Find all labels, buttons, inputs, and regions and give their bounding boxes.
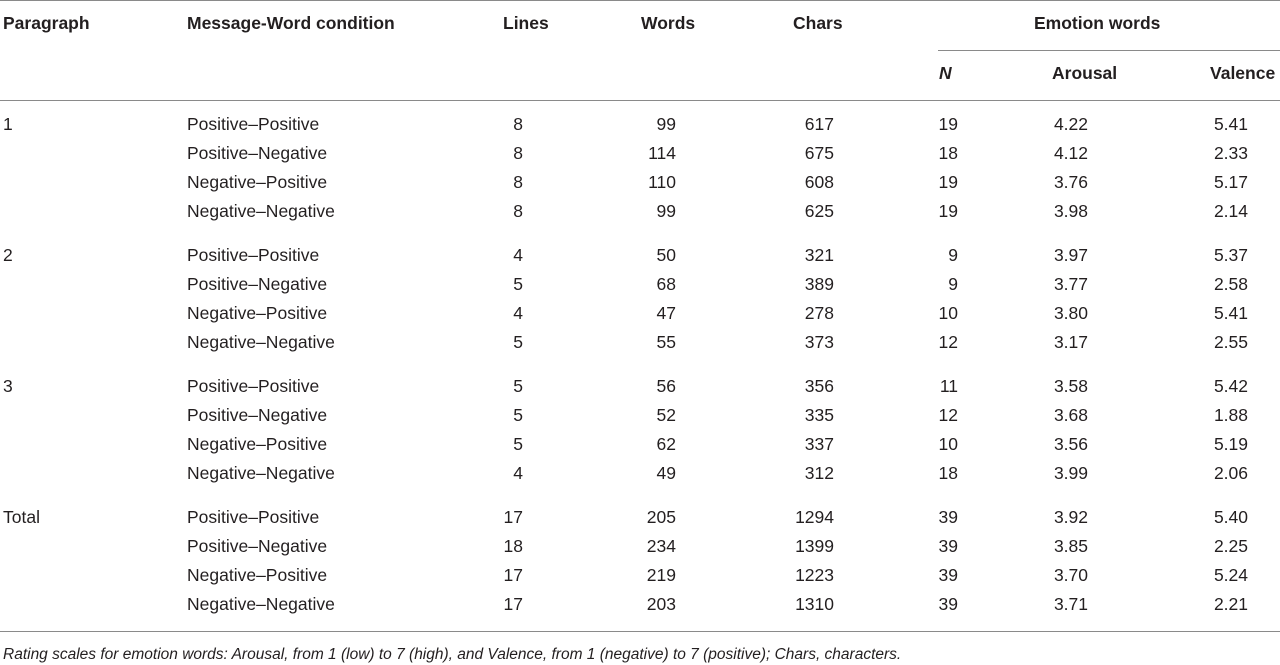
cell-chars: 278	[804, 303, 834, 323]
cell-n: 19	[938, 114, 958, 134]
cell-n: 12	[938, 332, 958, 352]
emotion-words-span-rule	[938, 50, 1280, 51]
cell-arousal: 3.99	[1053, 463, 1088, 483]
cell-chars: 608	[804, 172, 834, 192]
cell-valence: 5.19	[1213, 434, 1248, 454]
cell-valence: 5.42	[1213, 376, 1248, 396]
cell-arousal: 3.77	[1053, 274, 1088, 294]
cell-lines: 8	[513, 114, 523, 134]
cell-chars: 356	[804, 376, 834, 396]
cell-condition: Negative–Positive	[187, 565, 328, 585]
cell-n: 9	[948, 245, 958, 265]
cell-arousal: 3.85	[1053, 536, 1088, 556]
cell-lines: 4	[513, 303, 523, 323]
cell-valence: 5.41	[1213, 114, 1248, 134]
cell-n: 39	[938, 594, 958, 614]
cell-condition: Negative–Positive	[187, 172, 328, 192]
cell-arousal: 3.71	[1053, 594, 1088, 614]
cell-valence: 5.41	[1213, 303, 1248, 323]
cell-paragraph: 3	[3, 376, 13, 396]
cell-n: 9	[948, 274, 958, 294]
cell-n: 18	[938, 463, 958, 483]
header-lines: Lines	[503, 13, 549, 33]
cell-arousal: 3.97	[1053, 245, 1088, 265]
cell-valence: 2.55	[1213, 332, 1248, 352]
cell-words: 203	[646, 594, 676, 614]
cell-words: 47	[656, 303, 676, 323]
table-top-rule	[0, 0, 1280, 1]
cell-chars: 321	[804, 245, 834, 265]
header-valence: Valence	[1210, 63, 1276, 83]
cell-valence: 2.25	[1213, 536, 1248, 556]
cell-valence: 2.33	[1213, 143, 1248, 163]
cell-condition: Positive–Positive	[187, 507, 320, 527]
cell-lines: 4	[513, 463, 523, 483]
header-condition: Message-Word condition	[187, 13, 395, 33]
cell-paragraph: 1	[3, 114, 13, 134]
cell-n: 39	[938, 565, 958, 585]
cell-n: 11	[939, 376, 958, 396]
cell-lines: 17	[503, 594, 523, 614]
cell-chars: 675	[804, 143, 834, 163]
cell-lines: 5	[513, 274, 523, 294]
cell-n: 39	[938, 536, 958, 556]
cell-words: 110	[648, 172, 676, 192]
cell-valence: 5.37	[1213, 245, 1248, 265]
cell-condition: Positive–Negative	[187, 143, 328, 163]
table-bottom-rule	[0, 631, 1280, 632]
cell-arousal: 3.56	[1053, 434, 1088, 454]
cell-condition: Negative–Negative	[187, 332, 335, 352]
cell-lines: 5	[513, 405, 523, 425]
cell-chars: 1223	[795, 565, 834, 585]
cell-words: 68	[656, 274, 676, 294]
cell-valence: 2.14	[1213, 201, 1248, 221]
cell-condition: Positive–Positive	[187, 376, 320, 396]
cell-arousal: 3.76	[1053, 172, 1088, 192]
cell-chars: 1294	[795, 507, 834, 527]
header-emotion-words: Emotion words	[1034, 13, 1161, 33]
cell-condition: Positive–Positive	[187, 114, 320, 134]
cell-lines: 17	[503, 507, 523, 527]
cell-n: 10	[938, 303, 958, 323]
header-bottom-rule	[0, 100, 1280, 101]
cell-condition: Negative–Negative	[187, 201, 335, 221]
cell-valence: 2.06	[1213, 463, 1248, 483]
cell-lines: 8	[513, 143, 523, 163]
cell-chars: 337	[804, 434, 834, 454]
cell-condition: Negative–Positive	[187, 434, 328, 454]
cell-arousal: 3.17	[1053, 332, 1088, 352]
cell-valence: 2.21	[1213, 594, 1248, 614]
cell-n: 19	[938, 172, 958, 192]
header-words: Words	[641, 13, 696, 33]
cell-lines: 17	[503, 565, 523, 585]
cell-lines: 5	[513, 434, 523, 454]
cell-words: 55	[656, 332, 676, 352]
cell-condition: Positive–Negative	[187, 274, 328, 294]
cell-words: 62	[656, 434, 676, 454]
cell-chars: 373	[804, 332, 834, 352]
cell-arousal: 3.58	[1053, 376, 1088, 396]
cell-words: 49	[656, 463, 676, 483]
cell-n: 18	[938, 143, 958, 163]
cell-words: 99	[656, 114, 676, 134]
cell-n: 12	[938, 405, 958, 425]
cell-valence: 5.40	[1213, 507, 1248, 527]
cell-chars: 625	[804, 201, 834, 221]
cell-condition: Positive–Positive	[187, 245, 320, 265]
cell-words: 114	[648, 143, 676, 163]
cell-arousal: 3.98	[1053, 201, 1088, 221]
cell-words: 52	[656, 405, 676, 425]
cell-condition: Negative–Negative	[187, 594, 335, 614]
header-paragraph: Paragraph	[3, 13, 90, 33]
cell-arousal: 3.68	[1053, 405, 1088, 425]
cell-n: 39	[938, 507, 958, 527]
cell-valence: 2.58	[1213, 274, 1248, 294]
cell-lines: 18	[503, 536, 523, 556]
cell-condition: Positive–Negative	[187, 405, 328, 425]
cell-words: 50	[656, 245, 676, 265]
cell-chars: 389	[804, 274, 834, 294]
cell-n: 10	[938, 434, 958, 454]
cell-arousal: 3.70	[1053, 565, 1088, 585]
cell-lines: 8	[513, 172, 523, 192]
cell-arousal: 3.92	[1053, 507, 1088, 527]
cell-paragraph: Total	[3, 507, 40, 527]
cell-valence: 1.88	[1213, 405, 1248, 425]
cell-arousal: 3.80	[1053, 303, 1088, 323]
cell-valence: 5.17	[1213, 172, 1248, 192]
cell-arousal: 4.12	[1053, 143, 1088, 163]
cell-words: 56	[656, 376, 676, 396]
cell-chars: 617	[804, 114, 834, 134]
cell-words: 234	[646, 536, 676, 556]
cell-chars: 335	[804, 405, 834, 425]
cell-condition: Negative–Positive	[187, 303, 328, 323]
cell-paragraph: 2	[3, 245, 13, 265]
cell-lines: 5	[513, 376, 523, 396]
cell-arousal: 4.22	[1053, 114, 1088, 134]
cell-n: 19	[938, 201, 958, 221]
cell-lines: 8	[513, 201, 523, 221]
header-arousal: Arousal	[1052, 63, 1118, 83]
cell-chars: 312	[804, 463, 834, 483]
cell-chars: 1399	[795, 536, 834, 556]
cell-valence: 5.24	[1213, 565, 1248, 585]
cell-words: 205	[646, 507, 676, 527]
cell-lines: 4	[513, 245, 523, 265]
header-chars: Chars	[793, 13, 843, 33]
cell-lines: 5	[513, 332, 523, 352]
cell-condition: Negative–Negative	[187, 463, 335, 483]
table-footnote: Rating scales for emotion words: Arousal, from 1 (low) to 7 (high), and Valence, from 1 (negative) to 7 (positive); Chars, characters.	[3, 646, 902, 663]
header-n: N	[939, 63, 952, 83]
cell-condition: Positive–Negative	[187, 536, 328, 556]
cell-chars: 1310	[795, 594, 834, 614]
cell-words: 99	[656, 201, 676, 221]
cell-words: 219	[646, 565, 676, 585]
